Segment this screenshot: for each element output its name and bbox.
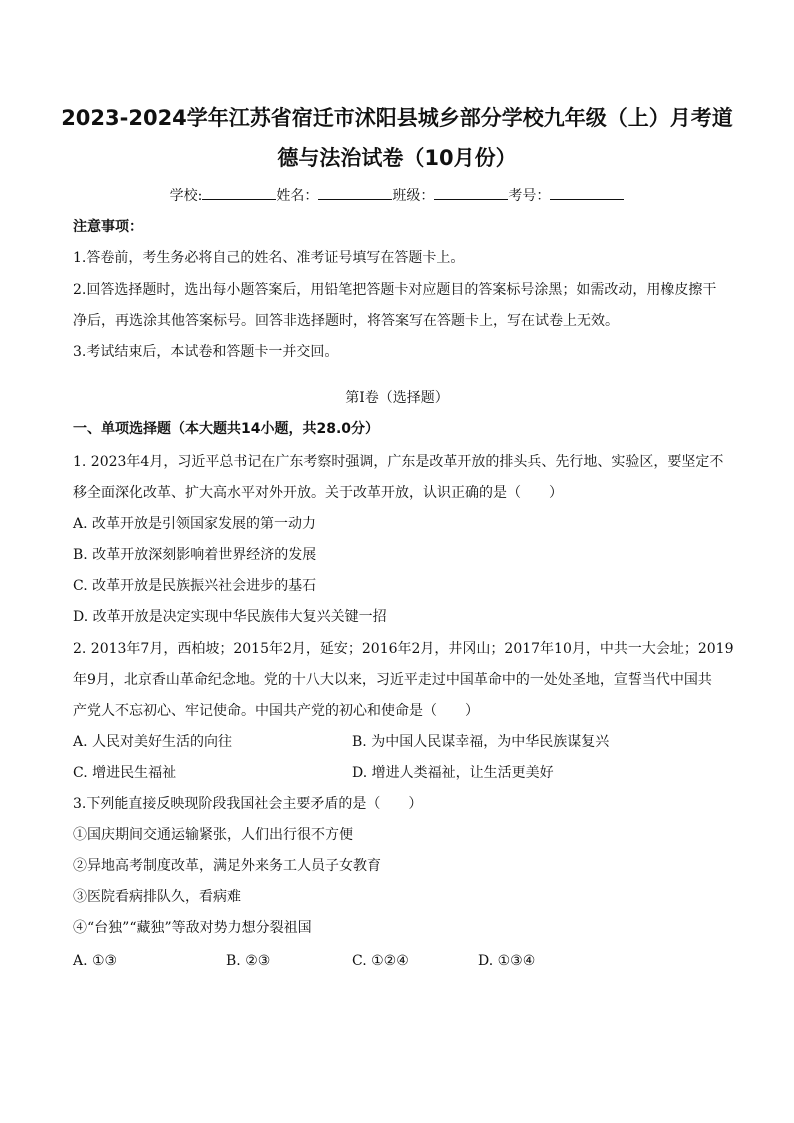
q3-statement-4: ④“台独”“藏独”等敌对势力想分裂祖国 (73, 920, 312, 936)
exam-title-line1: 2023-2024学年江苏省宿迁市沭阳县城乡部分学校九年级（上）月考道 (61, 106, 733, 130)
part-heading: 一、单项选择题（本大题共14小题，共28.0分） (73, 421, 380, 437)
q3-stem: 3.下列能直接反映现阶段我国社会主要矛盾的是（ ） (73, 796, 423, 812)
q1-option-b: B. 改革开放深刻影响着世界经济的发展 (73, 547, 317, 563)
exam-title-line2: 德与法治试卷（10月份） (277, 146, 517, 170)
q1-stem-line1: 1. 2023年4月，习近平总书记在广东考察时强调，广东是改革开放的排头兵、先行地、实验区，要坚定不 (73, 454, 724, 470)
q2-option-a: A. 人民对美好生活的向往 (73, 734, 233, 750)
notice-item-1: 1.答卷前，考生务必将自己的姓名、准考证号填写在答题卡上。 (73, 250, 465, 266)
q2-option-c: C. 增进民生福祉 (73, 765, 177, 781)
q3-option-c: C. ①②④ (352, 953, 409, 969)
q2-option-d: D. 增进人类福祉，让生活更美好 (352, 765, 554, 781)
name-label: 姓名： (276, 188, 319, 204)
notice-item-2b: 净后，再选涂其他答案标号。回答非选择题时，将答案写在答题卡上，写在试卷上无效。 (73, 313, 619, 329)
school-label: 学校: (169, 188, 203, 204)
q2-stem-line1: 2. 2013年7月，西柏坡；2015年2月，延安；2016年2月，井冈山；2017年10月，中共一大会址；2019 (73, 641, 734, 657)
name-blank[interactable] (318, 185, 392, 200)
class-label: 班级： (392, 188, 435, 204)
notice-item-2a: 2.回答选择题时，选出每小题答案后，用铅笔把答题卡对应题目的答案标号涂黑；如需改动，用橡皮擦干 (73, 282, 717, 298)
notice-heading: 注意事项： (73, 219, 143, 235)
class-blank[interactable] (434, 185, 508, 200)
section-title: 第Ⅰ卷（选择题） (345, 390, 449, 406)
q2-option-b: B. 为中国人民谋幸福，为中华民族谋复兴 (352, 734, 610, 750)
q2-stem-line3: 产党人不忘初心、牢记使命。中国共产党的初心和使命是（ ） (73, 703, 479, 719)
q1-option-d: D. 改革开放是决定实现中华民族伟大复兴关键一招 (73, 609, 387, 625)
q3-statement-1: ①国庆期间交通运输紧张，人们出行很不方便 (73, 827, 353, 843)
notice-item-3: 3.考试结束后，本试卷和答题卡一并交回。 (73, 344, 339, 360)
q3-statement-3: ③医院看病排队久，看病难 (73, 889, 241, 905)
q1-option-c: C. 改革开放是民族振兴社会进步的基石 (73, 578, 317, 594)
exam-no-label: 考号： (508, 188, 551, 204)
q3-option-b: B. ②③ (226, 953, 271, 969)
q1-option-a: A. 改革开放是引领国家发展的第一动力 (73, 516, 317, 532)
exam-no-blank[interactable] (550, 185, 624, 200)
school-blank[interactable] (202, 185, 276, 200)
q3-option-a: A. ①③ (73, 953, 118, 969)
q1-stem-line2: 移全面深化改革、扩大高水平对外开放。关于改革开放，认识正确的是（ ） (73, 485, 563, 501)
q3-option-d: D. ①③④ (478, 953, 536, 969)
student-info-row (0, 185, 794, 206)
q2-stem-line2: 年9月，北京香山革命纪念地。党的十八大以来，习近平走过中国革命中的一处处圣地，宣誓当代中国共 (73, 672, 712, 688)
q3-statement-2: ②异地高考制度改革，满足外来务工人员子女教育 (73, 858, 381, 874)
